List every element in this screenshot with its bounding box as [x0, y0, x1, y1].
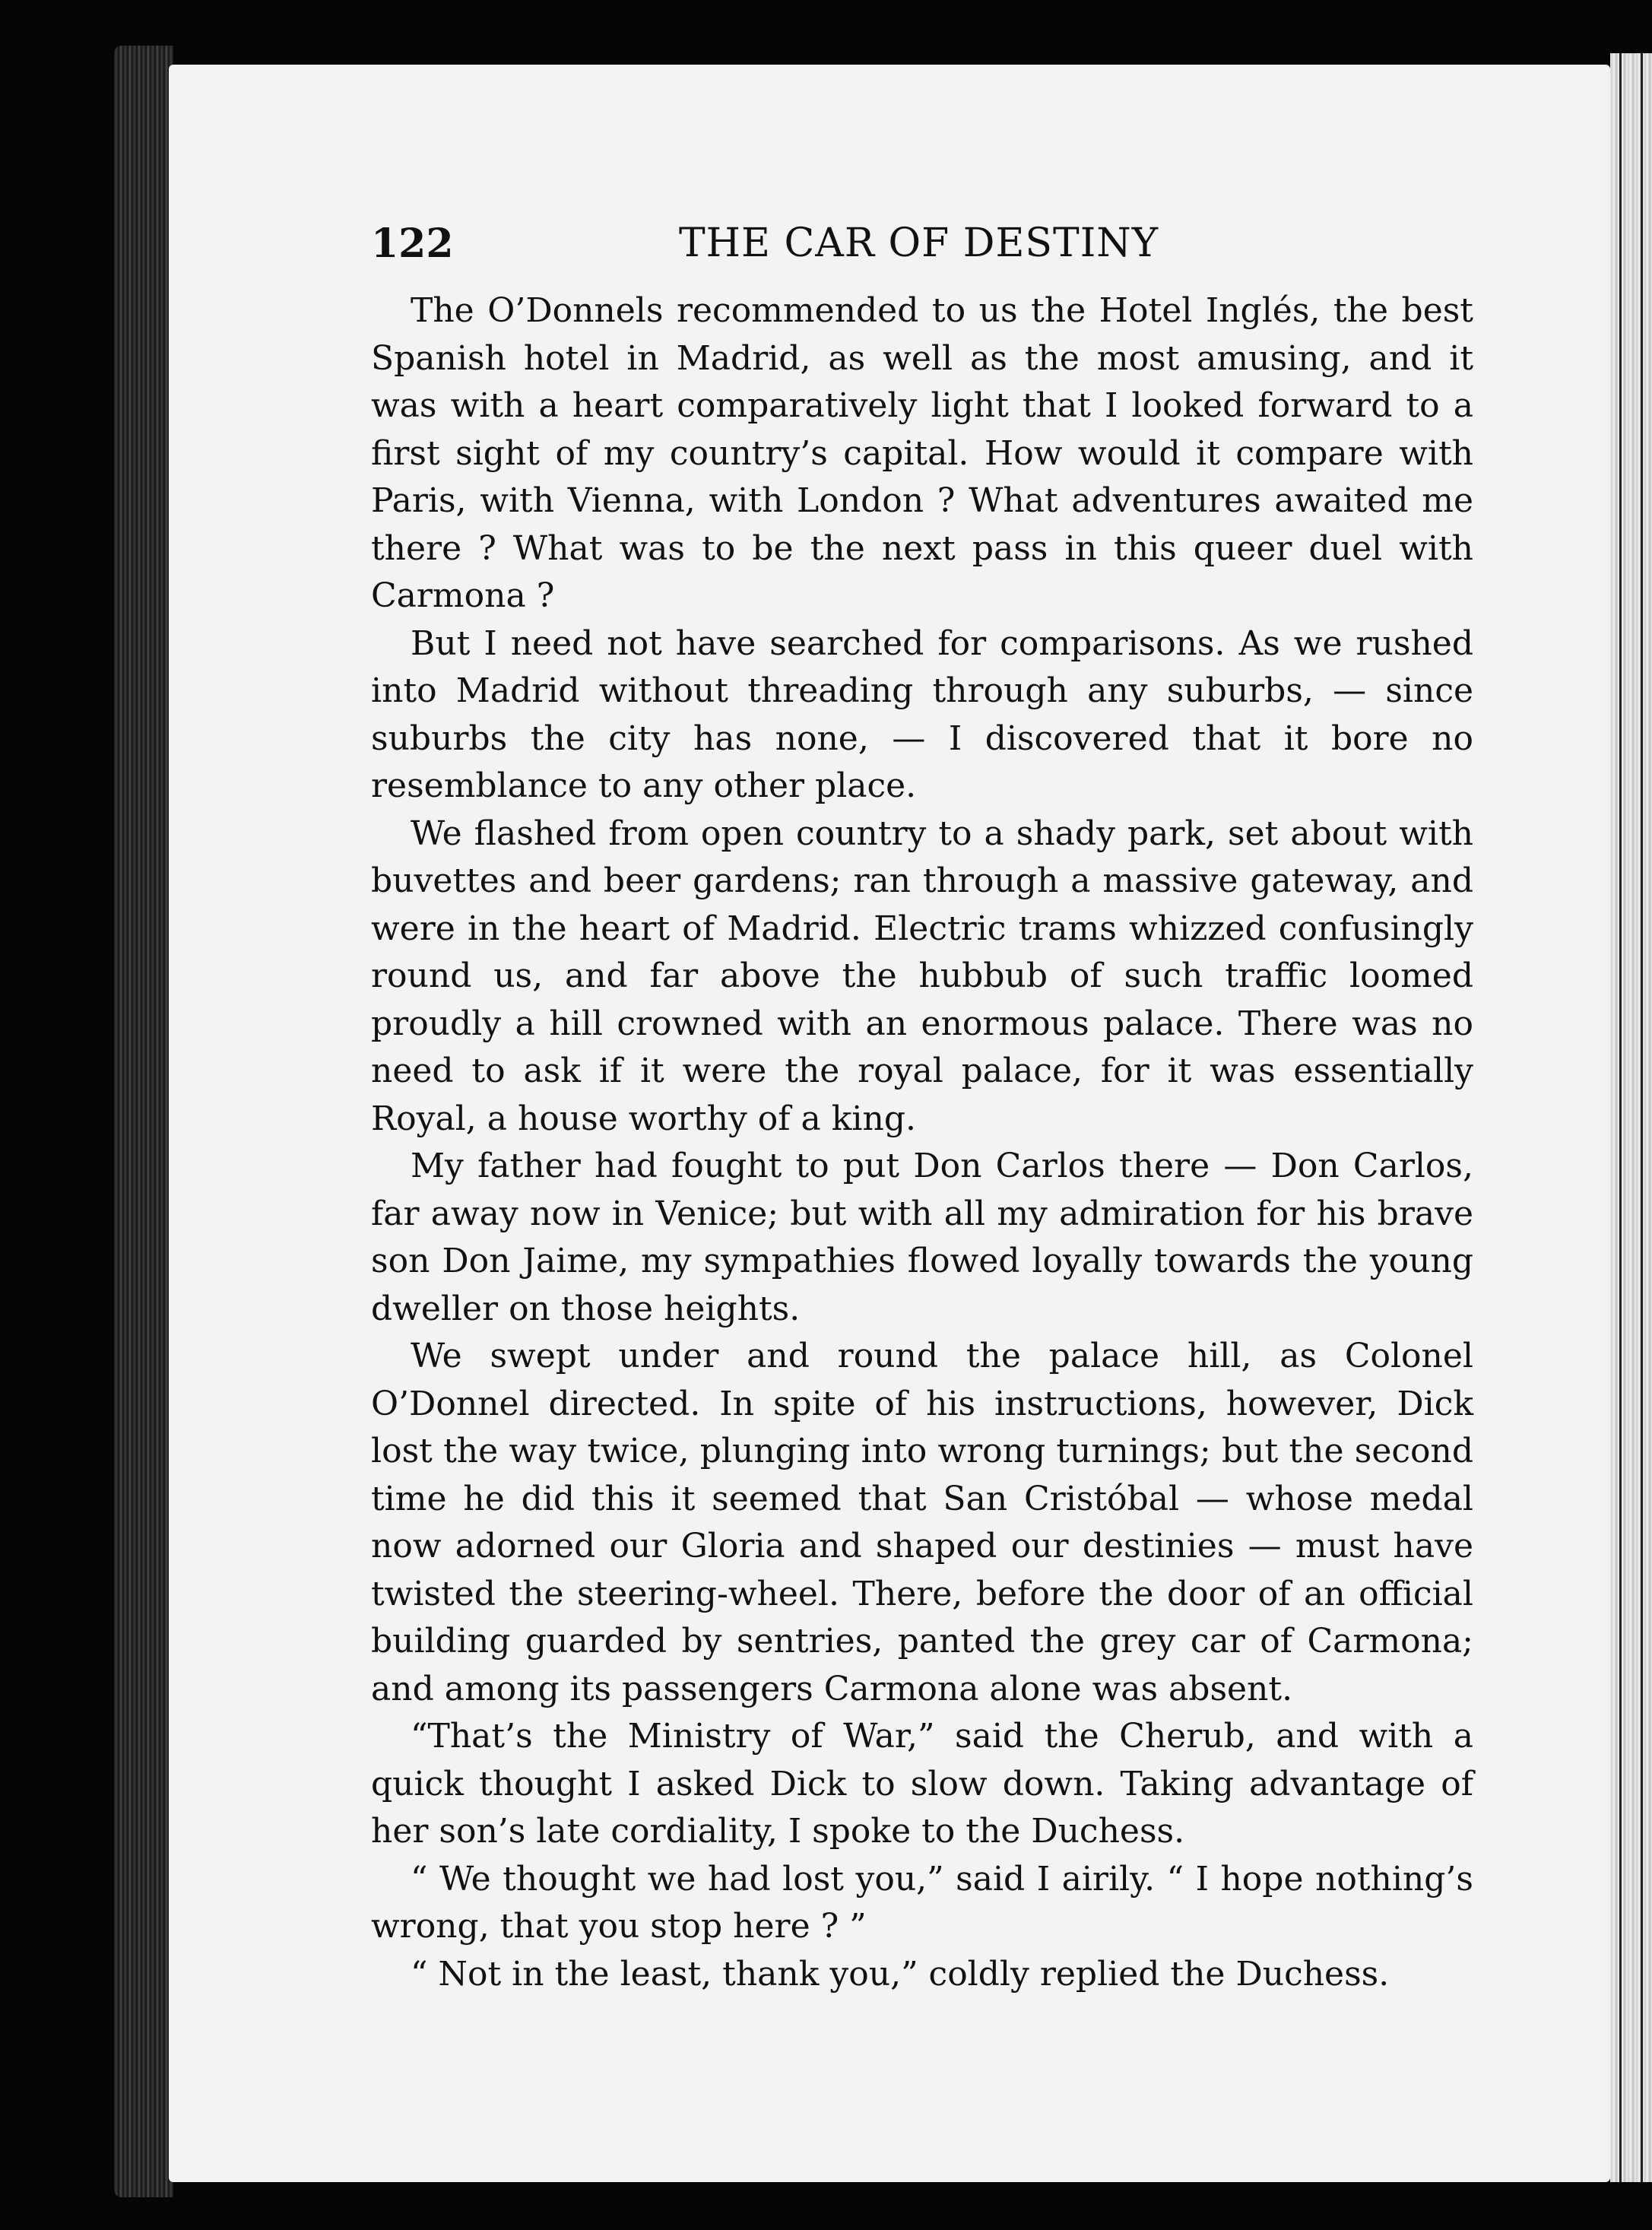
- running-title: THE CAR OF DESTINY: [679, 220, 1159, 266]
- body-text: [371, 287, 1473, 1998]
- paragraph: My father had fought to put Don Carlos there — Don Carlos, far away now in Venice; but with all my admiration for his brave son Don Jaime, my sympathies flowed loyally towards the young dweller on those heights.: [371, 1147, 1473, 1328]
- page-edge-line: [1619, 53, 1622, 2182]
- paragraph: We flashed from open country to a shady park, set about with buvettes and beer gardens; ran through a massive gateway, and were in the heart of Madrid. Electric trams whizzed confusingly round us, and far above the hubbub of such traffic loomed proudly a hill crowned with an enormous palace. There was no need to ask if it were the royal palace, for it was essentially Royal, a house worthy of a king.: [371, 814, 1473, 1138]
- paragraph: “ Not in the least, thank you,” coldly replied the Duchess.: [411, 1954, 1390, 1994]
- paragraph: But I need not have searched for comparisons. As we rushed into Madrid without threading through any suburbs, — since suburbs the city has none, — I discovered that it bore no resemblance to any other place.: [371, 623, 1473, 805]
- running-header: [371, 220, 1473, 274]
- paragraph: “That’s the Ministry of War,” said the Cherub, and with a quick thought I asked Dick to slow down. Taking advantage of her son’s late cordiality, I spoke to the Duchess.: [371, 1717, 1473, 1851]
- paragraph: We swept under and round the palace hill, as Colonel O’Donnel directed. In spite of his instructions, however, Dick lost the way twice, plunging into wrong turnings; but the second time he did this it seemed that San Cristóbal — whose medal now adorned our Gloria and shaped our destinies — must have twisted the steering-wheel. There, before the door of an official building guarded by sentries, panted the grey car of Carmona; and among its passengers Carmona alone was absent.: [371, 1337, 1473, 1708]
- book-spine-edge: [114, 46, 173, 2197]
- page-number: 122: [371, 220, 454, 267]
- right-page-edge: [1610, 53, 1652, 2182]
- paragraph: “ We thought we had lost you,” said I airily. “ I hope nothing’s wrong, that you stop here ? ”: [371, 1859, 1473, 1946]
- page-edge-line: [1641, 53, 1643, 2182]
- paragraph: The O’Donnels recommended to us the Hotel Inglés, the best Spanish hotel in Madrid, as well as the most amusing, and it was with a heart comparatively light that I looked forward to a first sight of my country’s capital. How would it compare with Paris, with Vienna, with London ? What adventures awaited me there ? What was to be the next pass in this queer duel with Carmona ?: [371, 291, 1473, 615]
